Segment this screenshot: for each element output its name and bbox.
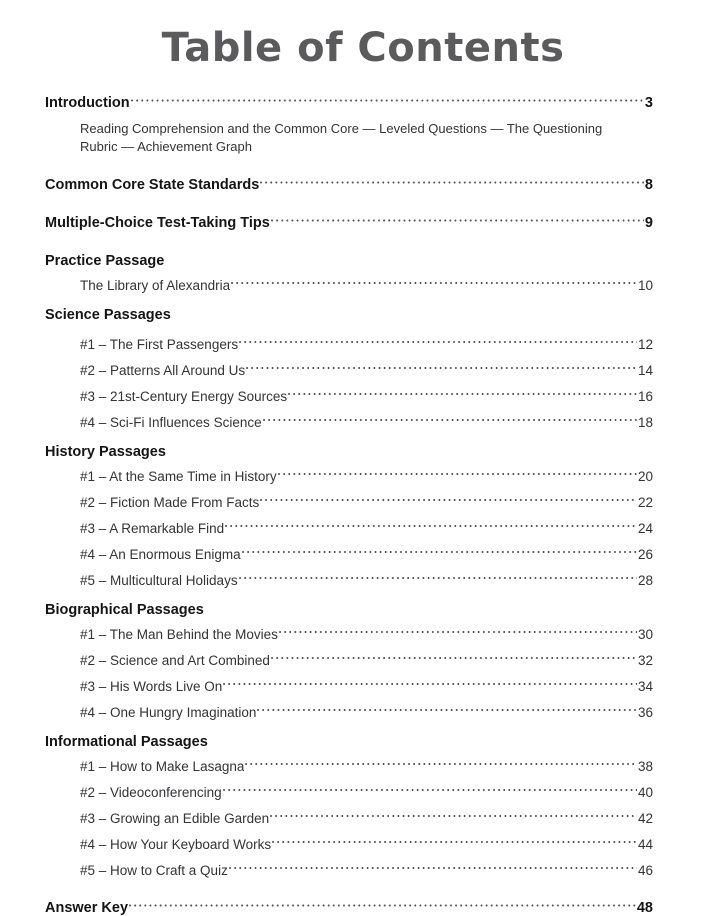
toc-entry-description: Reading Comprehension and the Common Core — Leveled Questions — The Questioning Rubric — Achievement Graph <box>80 120 603 155</box>
toc-entry-label: #4 – One Hungry Imagination <box>80 704 257 720</box>
toc-entry-21st-century-energy-sources[interactable] <box>45 389 653 404</box>
toc-entry-introduction[interactable] <box>45 95 653 111</box>
spacer <box>45 588 653 602</box>
dot-leader <box>288 390 637 404</box>
toc-entry-the-first-passengers[interactable] <box>45 337 653 352</box>
toc-entry-multicultural-holidays[interactable] <box>45 573 653 588</box>
toc-entry-label: #1 – At the Same Time in History <box>80 468 277 484</box>
toc-section-heading-science-passages: Science Passages <box>45 306 171 323</box>
toc-section-heading-informational-passages: Informational Passages <box>45 733 208 750</box>
spacer <box>45 430 653 444</box>
toc-section-heading-history-passages: History Passages <box>45 443 166 460</box>
toc-section-heading-practice-passage: Practice Passage <box>45 252 165 269</box>
spacer <box>45 293 653 307</box>
toc-page-number: 44 <box>637 836 653 852</box>
toc-entry-label: #3 – 21st-Century Energy Sources <box>80 388 288 404</box>
toc-entry-the-library-of-alexandria[interactable] <box>45 278 653 293</box>
toc-section-items-biographical-passages <box>45 627 653 720</box>
toc-page-number: 8 <box>644 176 653 193</box>
toc-page-number: 22 <box>637 494 653 510</box>
toc-page-number: 30 <box>637 626 653 642</box>
spacer <box>45 193 653 215</box>
toc-entry-label: #5 – Multicultural Holidays <box>80 572 238 588</box>
toc-page-number: 26 <box>637 546 653 562</box>
toc-entry-label: #4 – Sci-Fi Influences Science <box>80 414 262 430</box>
toc-entry-label: #3 – Growing an Edible Garden <box>80 810 270 826</box>
toc-entry-label: Answer Key <box>45 899 129 916</box>
toc-entry-how-to-make-lasagna[interactable] <box>45 759 653 774</box>
toc-entry-growing-an-edible-garden[interactable] <box>45 811 653 826</box>
spacer <box>45 157 653 177</box>
toc-entry-common-core-state-standards[interactable] <box>45 177 653 193</box>
toc-entry-sci-fi-influences-science[interactable] <box>45 415 653 430</box>
toc-entry-a-remarkable-find[interactable] <box>45 521 653 536</box>
dot-leader <box>257 706 637 720</box>
toc-entry-label: Common Core State Standards <box>45 176 260 193</box>
dot-leader <box>272 838 637 852</box>
spacer <box>45 720 653 734</box>
spacer <box>45 618 653 627</box>
spacer <box>45 750 653 759</box>
toc-entry-list <box>0 95 726 916</box>
toc-entry-multiple-choice-test-taking-tips[interactable] <box>45 215 653 231</box>
toc-page-number: 40 <box>637 784 653 800</box>
toc-page-number: 34 <box>637 678 653 694</box>
toc-section-items-practice-passage <box>45 278 653 293</box>
toc-entry-label: #2 – Patterns All Around Us <box>80 362 246 378</box>
dot-leader <box>245 760 637 774</box>
toc-page-number: 12 <box>637 336 653 352</box>
toc-entry-the-man-behind-the-movies[interactable] <box>45 627 653 642</box>
dot-leader <box>225 522 637 536</box>
toc-section-items-science-passages <box>45 337 653 430</box>
dot-leader <box>246 364 637 378</box>
dot-leader <box>129 901 636 916</box>
spacer <box>45 269 653 278</box>
toc-entry-label: The Library of Alexandria <box>80 277 231 293</box>
dot-leader <box>239 338 637 352</box>
dot-leader <box>229 864 637 878</box>
toc-entry-patterns-all-around-us[interactable] <box>45 363 653 378</box>
toc-entry-how-to-craft-a-quiz[interactable] <box>45 863 653 878</box>
toc-page-number: 20 <box>637 468 653 484</box>
dot-leader <box>279 628 637 642</box>
toc-page-number: 38 <box>637 758 653 774</box>
toc-entry-label: Multiple-Choice Test-Taking Tips <box>45 214 270 231</box>
dot-leader <box>131 96 644 111</box>
page-title: Table of Contents <box>161 25 565 71</box>
toc-page-number: 3 <box>644 94 653 111</box>
dot-leader <box>223 786 637 800</box>
toc-entry-one-hungry-imagination[interactable] <box>45 705 653 720</box>
toc-page-number: 32 <box>637 652 653 668</box>
toc-page-number: 28 <box>637 572 653 588</box>
dot-leader <box>263 416 637 430</box>
dot-leader <box>278 470 637 484</box>
toc-section-heading-biographical-passages: Biographical Passages <box>45 601 204 618</box>
dot-leader <box>270 812 637 826</box>
toc-page-number: 9 <box>644 214 653 231</box>
dot-leader <box>239 574 637 588</box>
toc-entry-his-words-live-on[interactable] <box>45 679 653 694</box>
dot-leader <box>231 279 637 293</box>
dot-leader <box>271 654 637 668</box>
toc-entry-answer-key[interactable] <box>45 900 653 916</box>
dot-leader <box>242 548 637 562</box>
toc-page-number: 46 <box>637 862 653 878</box>
toc-page-number: 42 <box>637 810 653 826</box>
toc-entry-at-the-same-time-in-history[interactable] <box>45 469 653 484</box>
toc-entry-label: #5 – How to Craft a Quiz <box>80 862 228 878</box>
toc-entry-label: #1 – How to Make Lasagna <box>80 758 245 774</box>
spacer <box>45 231 653 253</box>
spacer <box>45 460 653 469</box>
toc-entry-fiction-made-from-facts[interactable] <box>45 495 653 510</box>
toc-entry-label: #2 – Videoconferencing <box>80 784 222 800</box>
spacer <box>45 323 653 337</box>
toc-entry-videoconferencing[interactable] <box>45 785 653 800</box>
toc-page-number: 10 <box>637 277 653 293</box>
toc-entry-label: #2 – Fiction Made From Facts <box>80 494 260 510</box>
toc-entry-label: #4 – How Your Keyboard Works <box>80 836 272 852</box>
dot-leader <box>260 178 644 193</box>
toc-entry-label: #4 – An Enormous Enigma <box>80 546 241 562</box>
toc-entry-label: #2 – Science and Art Combined <box>80 652 270 668</box>
dot-leader <box>271 216 644 231</box>
spacer <box>45 111 653 120</box>
toc-entry-how-your-keyboard-works[interactable] <box>45 837 653 852</box>
toc-page-number: 48 <box>636 899 653 916</box>
toc-section-items-history-passages <box>45 469 653 588</box>
toc-entry-label: #1 – The Man Behind the Movies <box>80 626 278 642</box>
toc-page-number: 16 <box>637 388 653 404</box>
dot-leader <box>223 680 637 694</box>
toc-entry-an-enormous-enigma[interactable] <box>45 547 653 562</box>
toc-section-items-informational-passages <box>45 759 653 878</box>
toc-page-number: 24 <box>637 520 653 536</box>
toc-entry-science-and-art-combined[interactable] <box>45 653 653 668</box>
toc-entry-label: Introduction <box>45 94 130 111</box>
toc-entry-label: #1 – The First Passengers <box>80 336 239 352</box>
toc-page-number: 36 <box>637 704 653 720</box>
toc-entry-label: #3 – His Words Live On <box>80 678 223 694</box>
dot-leader <box>260 496 637 510</box>
toc-page-number: 18 <box>637 414 653 430</box>
toc-entry-label: #3 – A Remarkable Find <box>80 520 225 536</box>
toc-page-number: 14 <box>637 362 653 378</box>
